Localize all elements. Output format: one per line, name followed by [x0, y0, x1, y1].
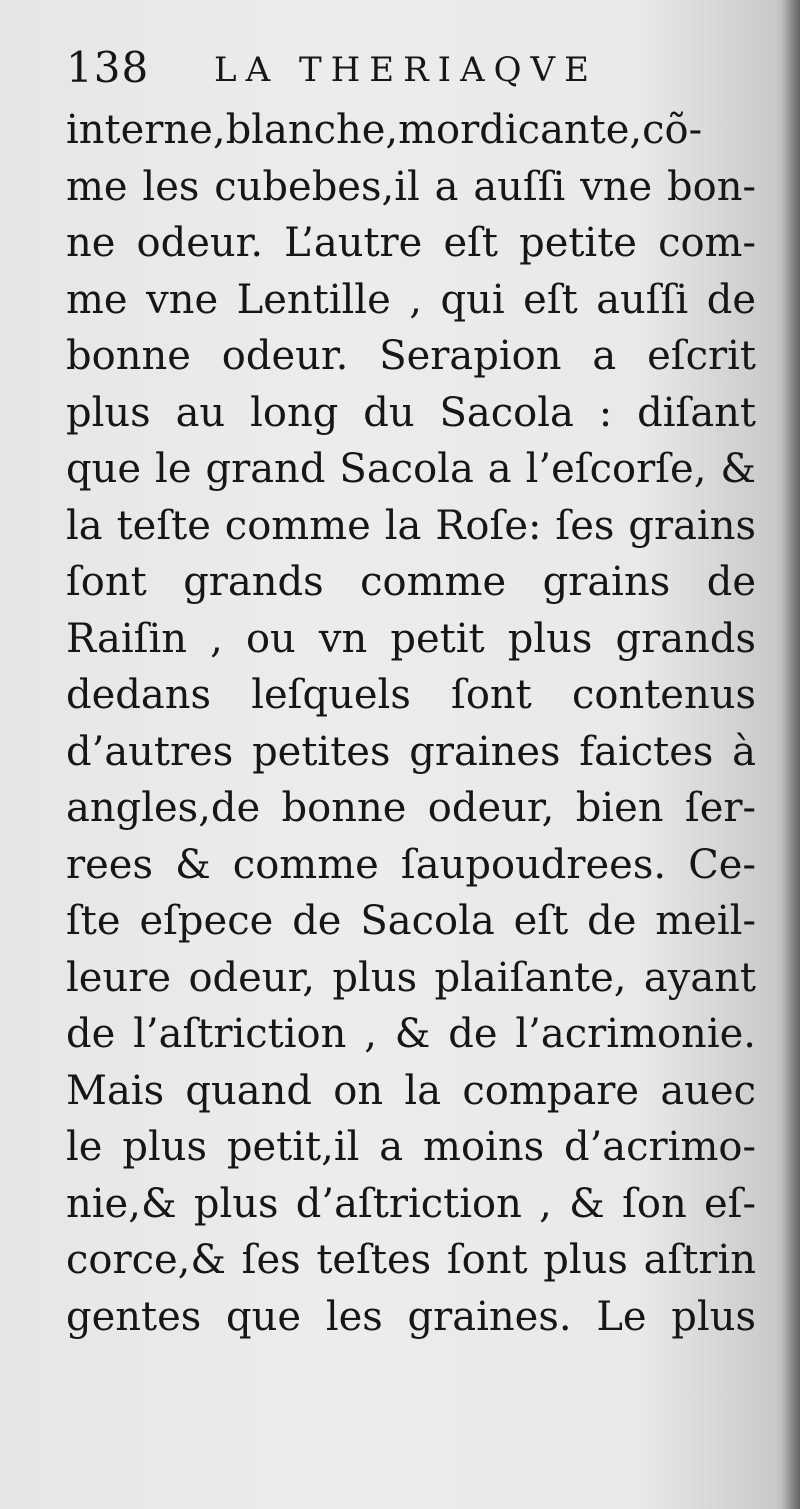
- text-line: d’autres petites graines faictes à: [66, 728, 756, 775]
- text-line: interne,blanche,mordicante,cõ-: [66, 107, 703, 153]
- text-line: me les cubebes,il a auſſi vne bon-: [66, 163, 756, 210]
- text-line: angles,de bonne odeur, bien ſer-: [66, 785, 756, 831]
- text-line: Raiſin , ou vn petit plus grands: [66, 615, 756, 662]
- text-line: corce,& ſes teſtes ſont plus aſtrin: [66, 1237, 756, 1283]
- text-line: Mais quand on la compare auec: [66, 1067, 756, 1114]
- text-line: leure odeur, plus plaiſante, ayant: [66, 954, 756, 1001]
- text-line: la teſte comme la Roſe: ſes grains: [66, 502, 756, 549]
- page-header: [66, 36, 756, 96]
- text-line: me vne Lentille , qui eſt auſſi de: [66, 276, 756, 323]
- text-line: plus au long du Sacola : diſant: [66, 389, 756, 436]
- running-head: LA THERIAQVE: [214, 50, 598, 90]
- text-line: le plus petit,il a moins d’acrimo-: [66, 1124, 756, 1170]
- text-line: que le grand Sacola a l’eſcorſe, &: [66, 446, 756, 492]
- text-line: ſont grands comme grains de: [66, 559, 756, 605]
- text-line: nie,& plus d’aſtriction , & ſon eſ-: [66, 1180, 756, 1227]
- body-text: [66, 102, 756, 1345]
- text-line: dedans leſquels ſont contenus: [66, 672, 756, 718]
- text-line: rees & comme ſaupoudrees. Ce-: [66, 841, 756, 888]
- text-line: ne odeur. L’autre eſt petite com-: [66, 220, 756, 266]
- text-line: gentes que les graines. Le plus: [66, 1293, 756, 1340]
- page-edge-shadow: [782, 0, 800, 1509]
- text-line: ſte eſpece de Sacola eſt de meil-: [66, 898, 756, 944]
- text-line: bonne odeur. Serapion a eſcrit: [66, 333, 756, 379]
- text-line: de l’aſtriction , & de l’acrimonie.: [66, 1011, 756, 1057]
- page-number: 138: [66, 43, 150, 92]
